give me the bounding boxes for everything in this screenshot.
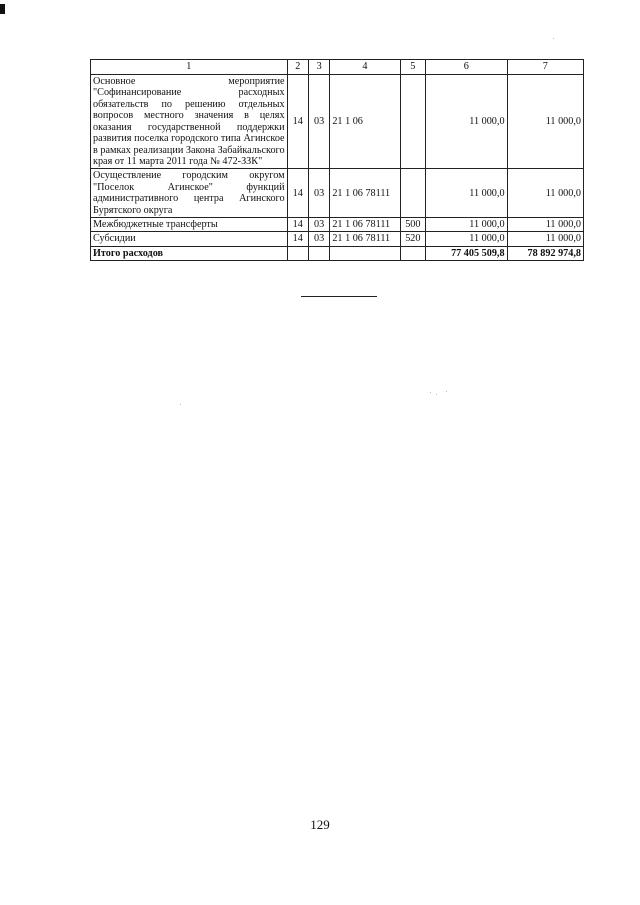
row-name: Межбюджетные трансферты: [91, 218, 288, 232]
row-expense-type: 520: [400, 232, 425, 246]
row-section: 14: [287, 75, 308, 169]
scan-speck: [446, 391, 447, 392]
table-row: [91, 75, 584, 169]
table-row: [91, 169, 584, 218]
header-col-2: 2: [287, 60, 308, 75]
page-number: 129: [310, 817, 330, 832]
header-col-7: 7: [507, 60, 583, 75]
scan-edge-mark: [0, 4, 5, 14]
total-row: [91, 246, 584, 260]
row-section: 14: [287, 232, 308, 246]
row-section: 14: [287, 218, 308, 232]
row-target-code: 21 1 06 78111: [330, 169, 400, 218]
total-amount-year-2: 78 892 974,8: [507, 246, 583, 260]
total-empty-cell: [287, 246, 308, 260]
table-header-row: [91, 60, 584, 75]
total-amount-year-1: 77 405 509,8: [426, 246, 507, 260]
row-subsection: 03: [308, 218, 329, 232]
scan-speck: [553, 38, 554, 39]
row-amount-year-1: 11 000,0: [426, 218, 507, 232]
row-amount-year-2: 11 000,0: [507, 75, 583, 169]
table-end-separator: [301, 296, 377, 297]
scan-speck: [430, 392, 431, 393]
scan-speck: [436, 394, 437, 395]
header-col-5: 5: [400, 60, 425, 75]
total-empty-cell: [400, 246, 425, 260]
header-col-1: 1: [91, 60, 288, 75]
budget-table: [90, 59, 584, 261]
table-row: [91, 218, 584, 232]
header-col-3: 3: [308, 60, 329, 75]
table-row: [91, 232, 584, 246]
row-subsection: 03: [308, 75, 329, 169]
row-expense-type: [400, 169, 425, 218]
row-target-code: 21 1 06: [330, 75, 400, 169]
row-name: Осуществление городским округом "Поселок Агинское" функций административного центра Агинского Бурятского округа: [91, 169, 288, 218]
total-label: Итого расходов: [91, 246, 288, 260]
row-section: 14: [287, 169, 308, 218]
row-amount-year-2: 11 000,0: [507, 218, 583, 232]
total-empty-cell: [330, 246, 400, 260]
row-expense-type: [400, 75, 425, 169]
row-expense-type: 500: [400, 218, 425, 232]
row-amount-year-1: 11 000,0: [426, 75, 507, 169]
header-col-4: 4: [330, 60, 400, 75]
total-empty-cell: [308, 246, 329, 260]
row-name: Субсидии: [91, 232, 288, 246]
row-amount-year-1: 11 000,0: [426, 169, 507, 218]
header-col-6: 6: [426, 60, 507, 75]
row-amount-year-2: 11 000,0: [507, 169, 583, 218]
row-target-code: 21 1 06 78111: [330, 232, 400, 246]
scan-speck: [180, 404, 181, 405]
row-name: Основное мероприятие "Софинансирование расходных обязательств по решению отдельных вопросов местного значения в целях оказания государственной поддержки развития поселка городского типа Агинское в рамках реализации Закона Забайкальского края от 11 марта 2011 года № 472-ЗЗК": [91, 75, 288, 169]
row-subsection: 03: [308, 169, 329, 218]
row-subsection: 03: [308, 232, 329, 246]
row-amount-year-2: 11 000,0: [507, 232, 583, 246]
row-amount-year-1: 11 000,0: [426, 232, 507, 246]
row-target-code: 21 1 06 78111: [330, 218, 400, 232]
